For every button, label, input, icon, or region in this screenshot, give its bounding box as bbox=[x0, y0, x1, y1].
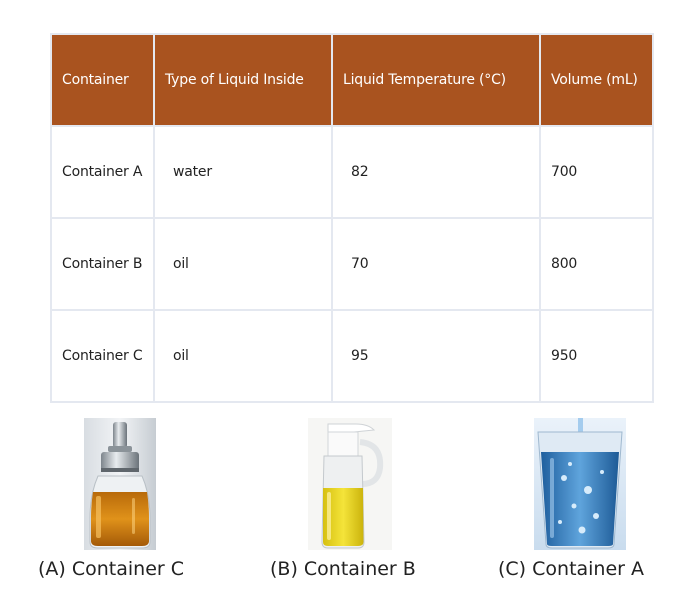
column-header-liquid-type: Type of Liquid Inside bbox=[154, 34, 332, 126]
answer-option-c[interactable] bbox=[460, 418, 700, 593]
answer-option-a[interactable] bbox=[0, 418, 230, 593]
option-caption: (C) Container A bbox=[498, 558, 645, 580]
cell-liquid-type: oil bbox=[154, 310, 332, 402]
cell-volume: 700 bbox=[540, 126, 653, 218]
cell-liquid-type: water bbox=[154, 126, 332, 218]
cell-volume: 950 bbox=[540, 310, 653, 402]
column-header-volume: Volume (mL) bbox=[540, 34, 653, 126]
table-header-row bbox=[51, 34, 653, 126]
cell-volume: 800 bbox=[540, 218, 653, 310]
cell-container-name: Container A bbox=[51, 126, 154, 218]
water-glass-icon bbox=[534, 418, 626, 550]
cell-liquid-type: oil bbox=[154, 218, 332, 310]
cell-temperature: 70 bbox=[332, 218, 540, 310]
column-header-container: Container bbox=[51, 34, 154, 126]
answer-option-b[interactable] bbox=[230, 418, 460, 593]
cell-container-name: Container B bbox=[51, 218, 154, 310]
oil-dispenser-bottle-icon bbox=[84, 418, 156, 550]
table-row bbox=[51, 126, 653, 218]
table-row bbox=[51, 310, 653, 402]
cell-temperature: 95 bbox=[332, 310, 540, 402]
liquid-data-table bbox=[50, 33, 654, 403]
cell-temperature: 82 bbox=[332, 126, 540, 218]
table-row bbox=[51, 218, 653, 310]
option-caption: (A) Container C bbox=[38, 558, 185, 580]
oil-pitcher-icon bbox=[308, 418, 392, 550]
option-caption: (B) Container B bbox=[270, 558, 416, 580]
column-header-temperature: Liquid Temperature (°C) bbox=[332, 34, 540, 126]
cell-container-name: Container C bbox=[51, 310, 154, 402]
